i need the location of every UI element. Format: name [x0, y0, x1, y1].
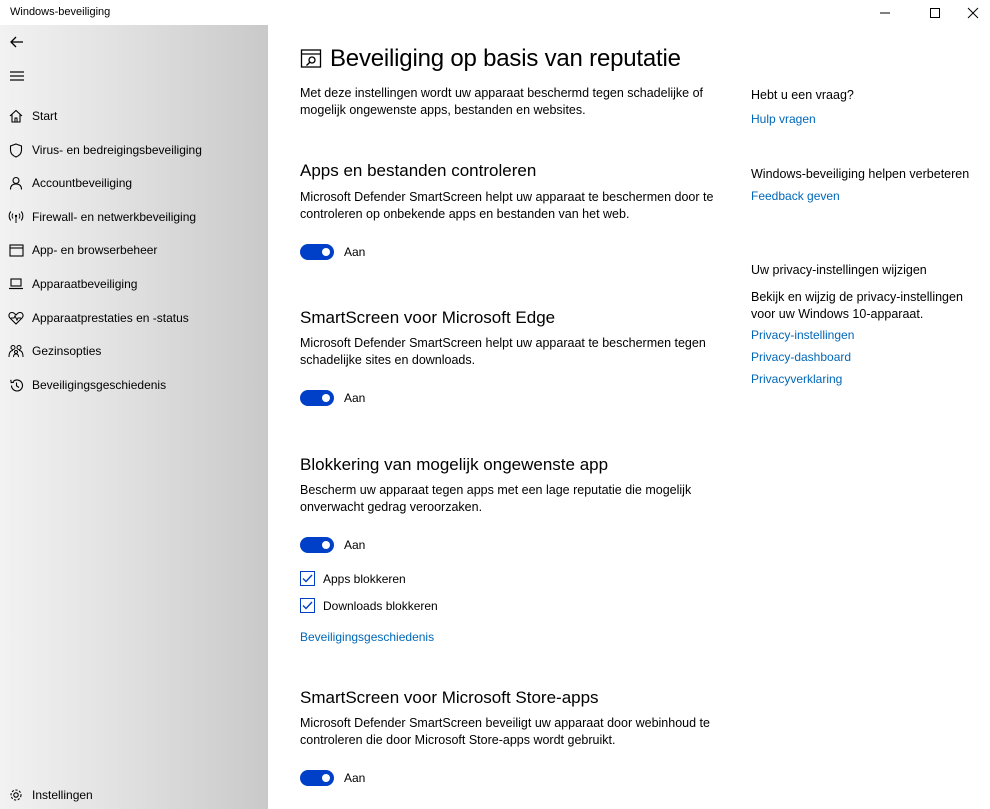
sidebar-item-label: Start [32, 109, 58, 123]
privacy-heading: Uw privacy-instellingen wijzigen [751, 263, 927, 277]
main-content [268, 25, 990, 809]
section-heading: Apps en bestanden controleren [300, 161, 537, 180]
toggle-label: Aan [344, 771, 366, 785]
privacy-section [751, 262, 971, 390]
heart-pulse-icon [0, 303, 32, 333]
antenna-icon [0, 202, 32, 232]
privacy-statement-link[interactable]: Privacyverklaring [751, 372, 843, 386]
sidebar-item-label: Accountbeveiliging [32, 176, 133, 190]
sidebar-item-label: App- en browserbeheer [32, 243, 158, 257]
browser-window-icon [0, 235, 32, 265]
section-description: Microsoft Defender SmartScreen helpt uw apparaat te beschermen tegen schadelijke sites en downloads. [300, 336, 706, 367]
checkmark-icon [302, 574, 313, 583]
close-icon [967, 7, 979, 19]
smartscreen-edge-toggle-row[interactable] [300, 390, 365, 406]
pua-blocking-toggle[interactable] [300, 537, 334, 553]
feedback-section [751, 166, 971, 207]
settings-label: Instellingen [32, 788, 93, 802]
check-apps-files-toggle-row[interactable] [300, 244, 365, 260]
protection-history-link[interactable]: Beveiligingsgeschiedenis [300, 630, 435, 644]
window-title: Windows-beveiliging [10, 6, 111, 18]
intro-text: Met deze instellingen wordt uw apparaat beschermd tegen schadelijke of mogelijk ongewenste apps, bestanden en websites. [300, 86, 704, 117]
sidebar-item-device-security[interactable] [0, 269, 268, 299]
sidebar-item-account-protection[interactable] [0, 168, 268, 198]
laptop-icon [0, 269, 32, 299]
gear-icon [0, 780, 32, 809]
reputation-protection-icon [300, 48, 322, 70]
sidebar-item-firewall[interactable] [0, 202, 268, 232]
back-button[interactable] [0, 25, 34, 59]
pua-blocking-toggle-row[interactable] [300, 537, 365, 553]
section-heading: SmartScreen voor Microsoft Edge [300, 308, 556, 327]
family-icon [0, 336, 32, 366]
privacy-dashboard-link[interactable]: Privacy-dashboard [751, 350, 852, 364]
minimize-button[interactable] [865, 0, 905, 25]
smartscreen-edge-toggle[interactable] [300, 390, 334, 406]
section-description: Bescherm uw apparaat tegen apps met een lage reputatie die mogelijk onverwacht gedrag veroorzaken. [300, 483, 692, 514]
sidebar-item-label: Apparaatbeveiliging [32, 277, 138, 291]
section-heading: Blokkering van mogelijk ongewenste app [300, 455, 609, 474]
back-arrow-icon [9, 34, 25, 50]
maximize-icon [929, 7, 941, 19]
feedback-heading: Windows-beveiliging helpen verbeteren [751, 167, 970, 181]
sidebar-item-virus-protection[interactable] [0, 135, 268, 165]
block-downloads-checkbox-row[interactable] [300, 598, 438, 613]
maximize-button[interactable] [915, 0, 955, 25]
title-bar [0, 0, 990, 25]
smartscreen-store-toggle[interactable] [300, 770, 334, 786]
block-downloads-checkbox[interactable] [300, 598, 315, 613]
give-feedback-link[interactable]: Feedback geven [751, 189, 840, 203]
help-heading: Hebt u een vraag? [751, 88, 854, 102]
sidebar-item-family-options[interactable] [0, 336, 268, 366]
person-icon [0, 168, 32, 198]
page-title-text: Beveiliging op basis van reputatie [330, 45, 681, 72]
block-apps-checkbox-row[interactable] [300, 571, 406, 586]
sidebar-item-settings[interactable] [0, 780, 268, 809]
shield-icon [0, 135, 32, 165]
history-icon [0, 370, 32, 400]
sidebar-item-label: Gezinsopties [32, 344, 102, 358]
privacy-text: Bekijk en wijzig de privacy-instellingen voor uw Windows 10-apparaat. [751, 290, 963, 321]
sidebar-item-protection-history[interactable] [0, 370, 268, 400]
sidebar-item-device-performance[interactable] [0, 303, 268, 333]
checkmark-icon [302, 601, 313, 610]
block-apps-checkbox[interactable] [300, 571, 315, 586]
sidebar-item-app-browser-control[interactable] [0, 235, 268, 265]
checkbox-label: Downloads blokkeren [323, 598, 438, 613]
sidebar-item-label: Beveiligingsgeschiedenis [32, 378, 167, 392]
sidebar-item-start[interactable] [0, 101, 268, 131]
close-button[interactable] [953, 0, 990, 25]
toggle-label: Aan [344, 245, 366, 259]
section-description: Microsoft Defender SmartScreen helpt uw apparaat te beschermen door te controleren op onbekende apps en bestanden van het web. [300, 190, 714, 221]
sidebar-item-label: Firewall- en netwerkbeveiliging [32, 210, 197, 224]
toggle-label: Aan [344, 391, 366, 405]
hamburger-menu-button[interactable] [0, 59, 34, 93]
page-title [300, 45, 681, 73]
privacy-settings-link[interactable]: Privacy-instellingen [751, 328, 855, 342]
hamburger-icon [10, 70, 24, 82]
sidebar-item-label: Virus- en bedreigingsbeveiliging [32, 143, 202, 157]
smartscreen-store-toggle-row[interactable] [300, 770, 365, 786]
sidebar-item-label: Apparaatprestaties en -status [32, 311, 189, 325]
toggle-label: Aan [344, 538, 366, 552]
section-heading: SmartScreen voor Microsoft Store-apps [300, 688, 599, 707]
check-apps-files-toggle[interactable] [300, 244, 334, 260]
sidebar [0, 25, 268, 809]
minimize-icon [879, 7, 891, 19]
checkbox-label: Apps blokkeren [323, 571, 406, 586]
get-help-link[interactable]: Hulp vragen [751, 112, 816, 126]
help-section [751, 87, 971, 130]
section-description: Microsoft Defender SmartScreen beveiligt uw apparaat door webinhoud te controleren die door Microsoft Store-apps wordt gebruikt. [300, 716, 710, 747]
home-icon [0, 101, 32, 131]
